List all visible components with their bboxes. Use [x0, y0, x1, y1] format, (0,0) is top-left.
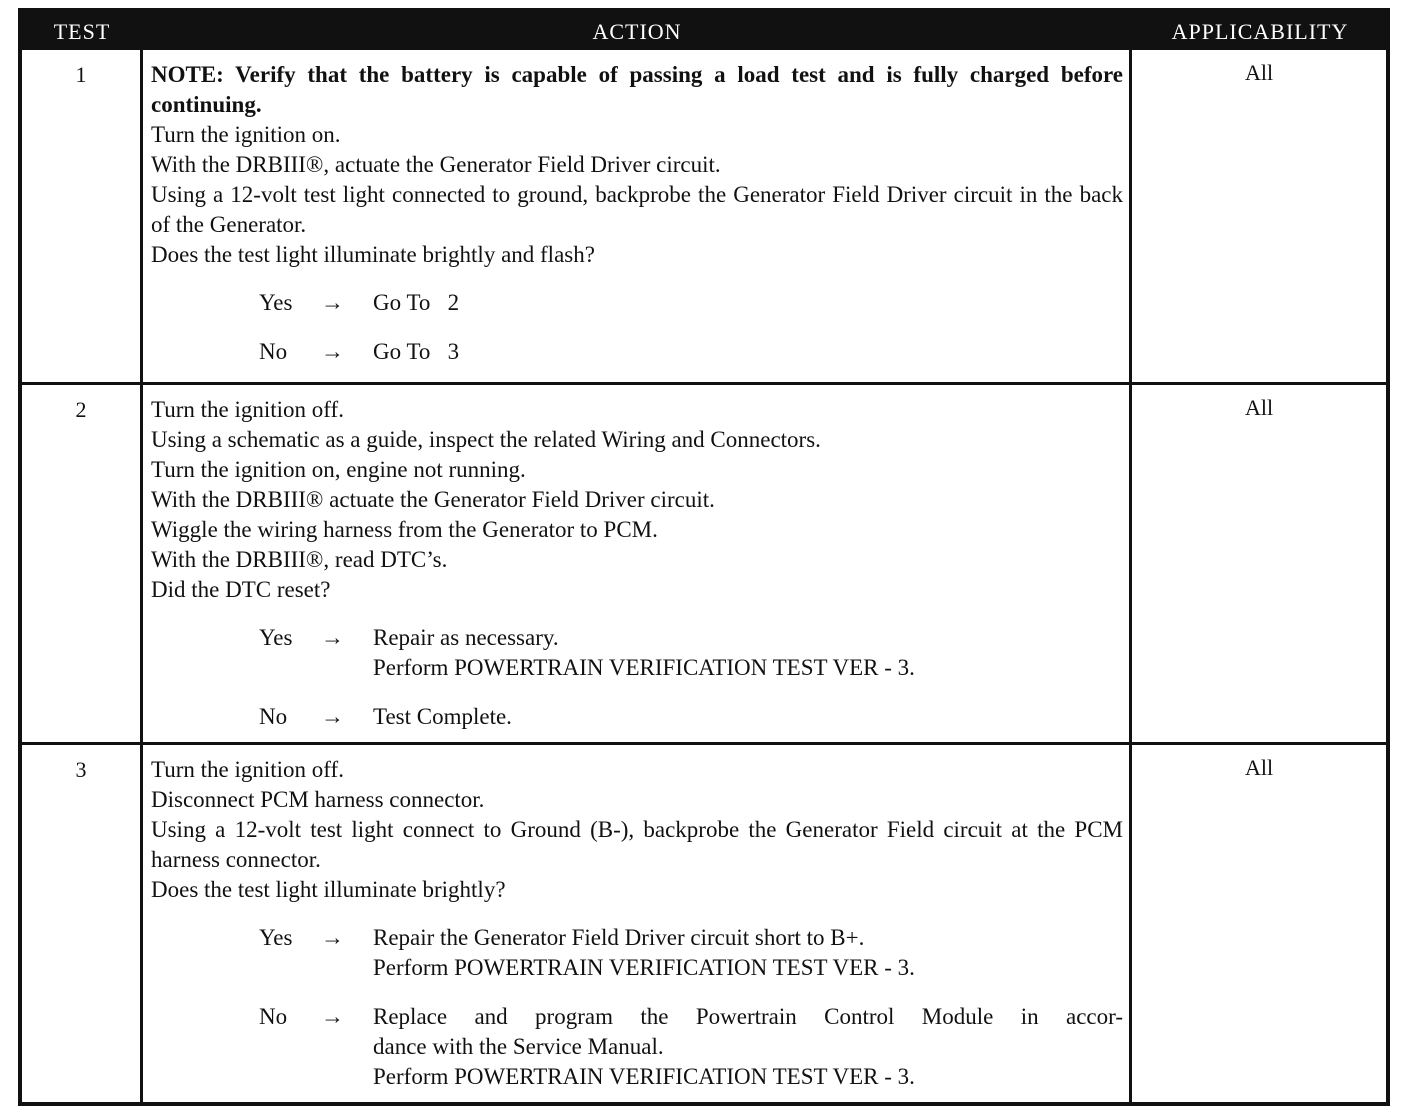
step-text: With the DRBIII®, actuate the Generator Field Driver circuit. — [151, 152, 721, 177]
step-text: Using a schematic as a guide, inspect the related Wiring and Connectors. — [151, 427, 821, 452]
answer-result: Test Complete. — [373, 704, 512, 729]
step-text: Turn the ignition on, engine not running. — [151, 457, 526, 482]
header-action: ACTION — [592, 19, 682, 44]
answer-result: Go To 3 — [373, 339, 460, 364]
step-question: Does the test light illuminate brightly and flash? — [151, 242, 595, 267]
action-cell — [140, 745, 1132, 1102]
test-number: 1 — [75, 62, 87, 87]
test-row-3 — [22, 742, 1386, 1102]
arrow-right-icon: → — [321, 339, 344, 364]
answer-label: No — [259, 339, 288, 364]
diagnostic-test-table — [18, 8, 1390, 1106]
arrow-right-icon: → — [321, 290, 344, 315]
answer-list — [151, 923, 1123, 1092]
arrow-right-icon: → — [321, 625, 344, 650]
arrow-right-icon: → — [321, 925, 344, 950]
answer-result: dance with the Service Manual. — [373, 1034, 664, 1059]
answer-list — [151, 288, 1123, 367]
answer-result: Repair as necessary. — [373, 625, 559, 650]
arrow-right-icon: → — [321, 1004, 344, 1029]
answer-label: Yes — [259, 290, 293, 315]
step-question: Does the test light illuminate brightly? — [151, 877, 506, 902]
header-applicability: APPLICABILITY — [1171, 19, 1349, 44]
step-question: Did the DTC reset? — [151, 577, 331, 602]
answer-label: Yes — [259, 625, 293, 650]
step-text: Using a 12-volt test light connected to ground, backprobe the Generator Field Driver circuit in the back of the Generator. — [151, 182, 1123, 237]
arrow-right-icon: → — [321, 704, 344, 729]
answer-label: No — [259, 704, 288, 729]
test-number: 3 — [75, 757, 87, 782]
step-text: Turn the ignition off. — [151, 757, 344, 782]
answer-yes — [151, 923, 1123, 983]
answer-result: Perform POWERTRAIN VERIFICATION TEST VER - 3. — [373, 655, 915, 680]
answer-result: Perform POWERTRAIN VERIFICATION TEST VER - 3. — [373, 955, 915, 980]
note-text: NOTE: Verify that the battery is capable of passing a load test and is fully charged before continuing. — [151, 62, 1123, 117]
step-text: With the DRBIII® actuate the Generator Field Driver circuit. — [151, 487, 715, 512]
step-text: Disconnect PCM harness connector. — [151, 787, 485, 812]
applicability-cell: All — [1244, 755, 1274, 780]
answer-label: Yes — [259, 925, 293, 950]
answer-result: Repair the Generator Field Driver circuit short to B+. — [373, 925, 865, 950]
test-row-2 — [22, 382, 1386, 742]
step-text: With the DRBIII®, read DTC’s. — [151, 547, 448, 572]
applicability-cell: All — [1244, 395, 1274, 420]
step-text: Turn the ignition on. — [151, 122, 341, 147]
answer-no — [151, 1002, 1123, 1092]
answer-label: No — [259, 1004, 288, 1029]
test-number: 2 — [75, 397, 87, 422]
answer-list — [151, 623, 1123, 732]
answer-result: Go To 2 — [373, 290, 460, 315]
action-cell — [140, 50, 1132, 382]
applicability-cell: All — [1244, 60, 1274, 85]
answer-no — [151, 337, 1123, 367]
answer-result: Perform POWERTRAIN VERIFICATION TEST VER - 3. — [373, 1064, 915, 1089]
step-text: Using a 12-volt test light connect to Ground (B-), backprobe the Generator Field circuit at the PCM harness connector. — [151, 817, 1123, 872]
answer-result: Replace and program the Powertrain Control Module in accor- — [373, 1004, 1123, 1029]
answer-yes — [151, 288, 1123, 318]
header-test: TEST — [53, 19, 111, 44]
action-cell — [140, 385, 1132, 742]
step-text: Wiggle the wiring harness from the Generator to PCM. — [151, 517, 658, 542]
test-row-1 — [22, 50, 1386, 382]
table-header — [22, 12, 1386, 50]
answer-no — [151, 702, 1123, 732]
step-text: Turn the ignition off. — [151, 397, 344, 422]
answer-yes — [151, 623, 1123, 683]
